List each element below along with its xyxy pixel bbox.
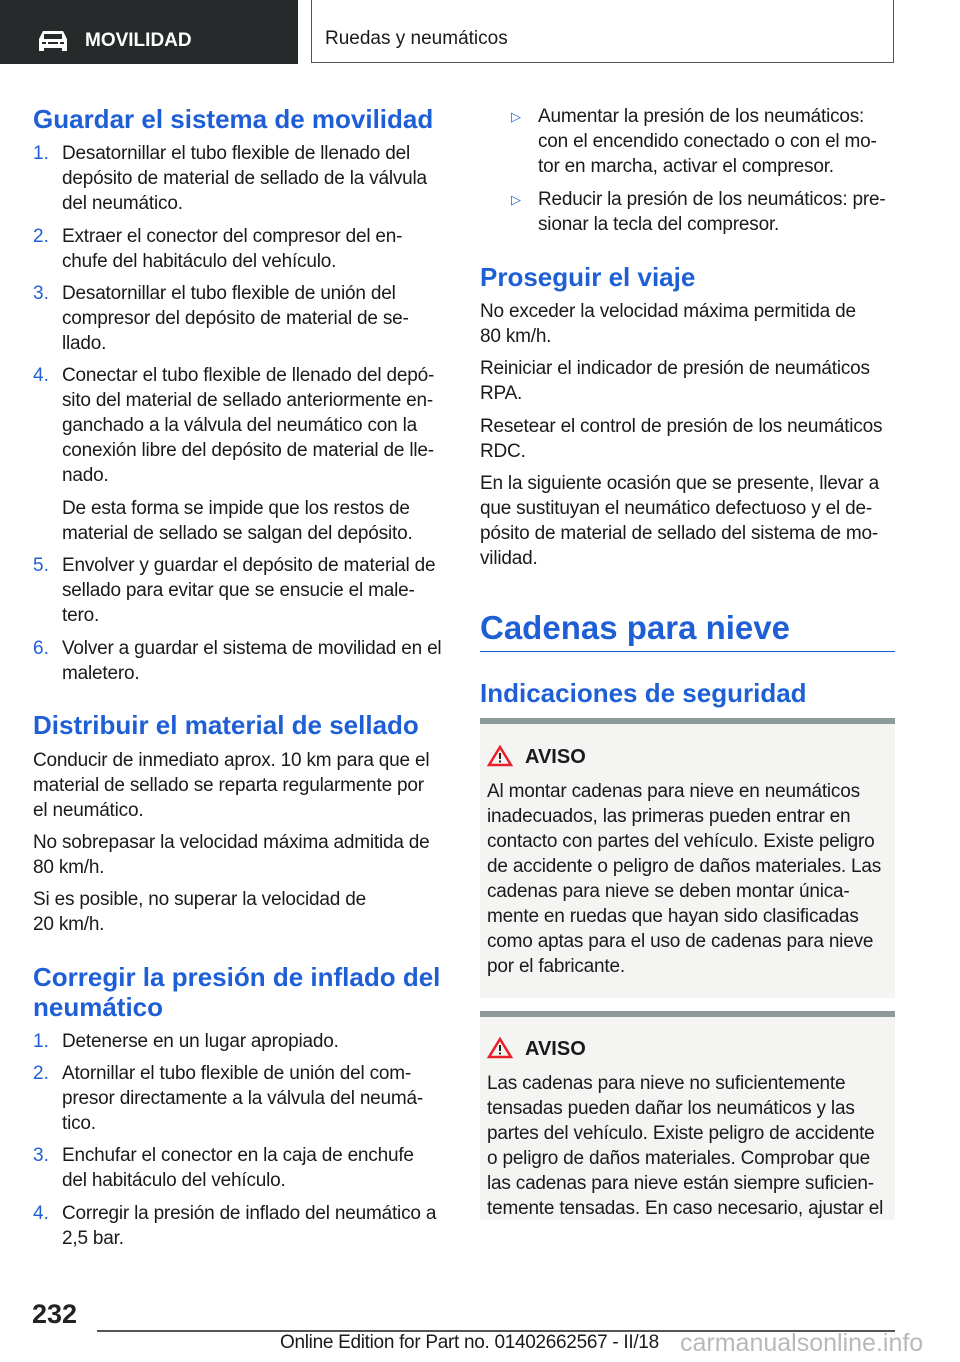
warning-text: Al montar cadenas para nieve en neumáticos inadecuados, las primeras pueden entrar en contacto con partes del vehículo. Existe peligro de accidente o peligro de daños materiales. Las cadenas para nieve se deben montar única‐ mente en ruedas que hayan sido clasificadas como aptas para el uso de cadenas para nieve por el fabricante. xyxy=(487,781,882,977)
step-number: 2. xyxy=(33,226,49,247)
bullet-icon: ▷ xyxy=(511,109,521,124)
step-text: Atornillar el tubo flexible de unión del com‐ presor directamente a la válvula del neumá‐ tico. xyxy=(62,1063,424,1134)
watermark: carmanualsonline.info xyxy=(680,1329,924,1357)
paragraph: Conducir de inmediato aprox. 10 km para que el material de sellado se reparta regularmente por el neumático. xyxy=(33,750,430,821)
chapter-title: Ruedas y neumáticos xyxy=(325,28,508,49)
step-text: Corregir la presión de inflado del neumático a 2,5 bar. xyxy=(62,1203,437,1249)
step-number: 3. xyxy=(33,1145,49,1166)
paragraph: Reiniciar el indicador de presión de neumáticos RPA. xyxy=(480,358,870,404)
paragraph: No sobrepasar la velocidad máxima admitida de 80 km/h. xyxy=(33,832,430,878)
section-tab xyxy=(0,0,298,64)
paragraph: No exceder la velocidad máxima permitida de 80 km/h. xyxy=(480,301,856,347)
step-text: Conectar el tubo flexible de llenado del depó‐ sito del material de sellado anteriormente en‐ ganchado a la válvula del neumático con la conexión libre del depósito de material de lle‐ nado. xyxy=(62,365,435,486)
warning-title: AVISO xyxy=(525,1038,586,1060)
warning-icon xyxy=(487,1037,513,1059)
step-text: Desatornillar el tubo flexible de unión del compresor del depósito de material de se‐ llado. xyxy=(62,283,409,354)
heading-cadenas: Cadenas para nieve xyxy=(480,609,790,646)
step-number: 2. xyxy=(33,1063,49,1084)
footer-edition: Online Edition for Part no. 01402662567 - II/18 xyxy=(280,1332,659,1353)
step-number: 1. xyxy=(33,143,49,164)
step-text: Extraer el conector del compresor del en‐ chufe del habitáculo del vehículo. xyxy=(62,226,403,272)
heading-rule xyxy=(480,651,895,652)
section-title: MOVILIDAD xyxy=(85,30,192,51)
heading-guardar: Guardar el sistema de movilidad xyxy=(33,104,434,134)
paragraph: Resetear el control de presión de los neumáticos RDC. xyxy=(480,416,883,462)
heading-proseguir: Proseguir el viaje xyxy=(480,262,696,292)
step-text: Desatornillar el tubo flexible de llenado del depósito de material de sellado de la válvula del neumático. xyxy=(62,143,427,214)
chapter-header xyxy=(311,0,894,63)
heading-indicaciones: Indicaciones de seguridad xyxy=(480,678,807,708)
warning-icon xyxy=(487,745,513,767)
paragraph: Si es posible, no superar la velocidad de 20 km/h. xyxy=(33,889,366,935)
step-text: Detenerse en un lugar apropiado. xyxy=(62,1031,339,1052)
step-number: 3. xyxy=(33,283,49,304)
step-text: Enchufar el conector en la caja de enchufe del habitáculo del vehículo. xyxy=(62,1145,414,1191)
step-number: 4. xyxy=(33,365,49,386)
heading-corregir: Corregir la presión de inflado del neumático xyxy=(33,962,441,1022)
step-note: De esta forma se impide que los restos de material de sellado se salgan del depósito. xyxy=(62,498,413,544)
step-number: 1. xyxy=(33,1031,49,1052)
step-number: 4. xyxy=(33,1203,49,1224)
bullet-item: Aumentar la presión de los neumáticos: con el encendido conectado o con el mo‐ tor en marcha, activar el compresor. xyxy=(538,106,877,177)
warning-title: AVISO xyxy=(525,746,586,768)
step-number: 5. xyxy=(33,555,49,576)
step-number: 6. xyxy=(33,638,49,659)
bullet-icon: ▷ xyxy=(511,192,521,207)
step-text: Volver a guardar el sistema de movilidad en el maletero. xyxy=(62,638,442,684)
paragraph: En la siguiente ocasión que se presente, llevar a que sustituyan el neumático defectuoso y el de‐ pósito de material de sellado del sistema de mo‐ vilidad. xyxy=(480,473,879,569)
page-number: 232 xyxy=(32,1299,78,1329)
step-text: Envolver y guardar el depósito de material de sellado para evitar que se ensucie el male‐ tero. xyxy=(62,555,436,626)
warning-text: Las cadenas para nieve no suficientemente tensadas pueden dañar los neumáticos y las partes del vehículo. Existe peligro de accidente o peligro de daños materiales. Comprobar que las cadenas para nieve están siempre suficien‐ temente tensadas. En caso necesario, ajustar el xyxy=(487,1073,884,1219)
heading-distribuir: Distribuir el material de sellado xyxy=(33,710,419,740)
bullet-item: Reducir la presión de los neumáticos: pre‐ sionar la tecla del compresor. xyxy=(538,189,886,235)
car-icon xyxy=(37,29,69,53)
